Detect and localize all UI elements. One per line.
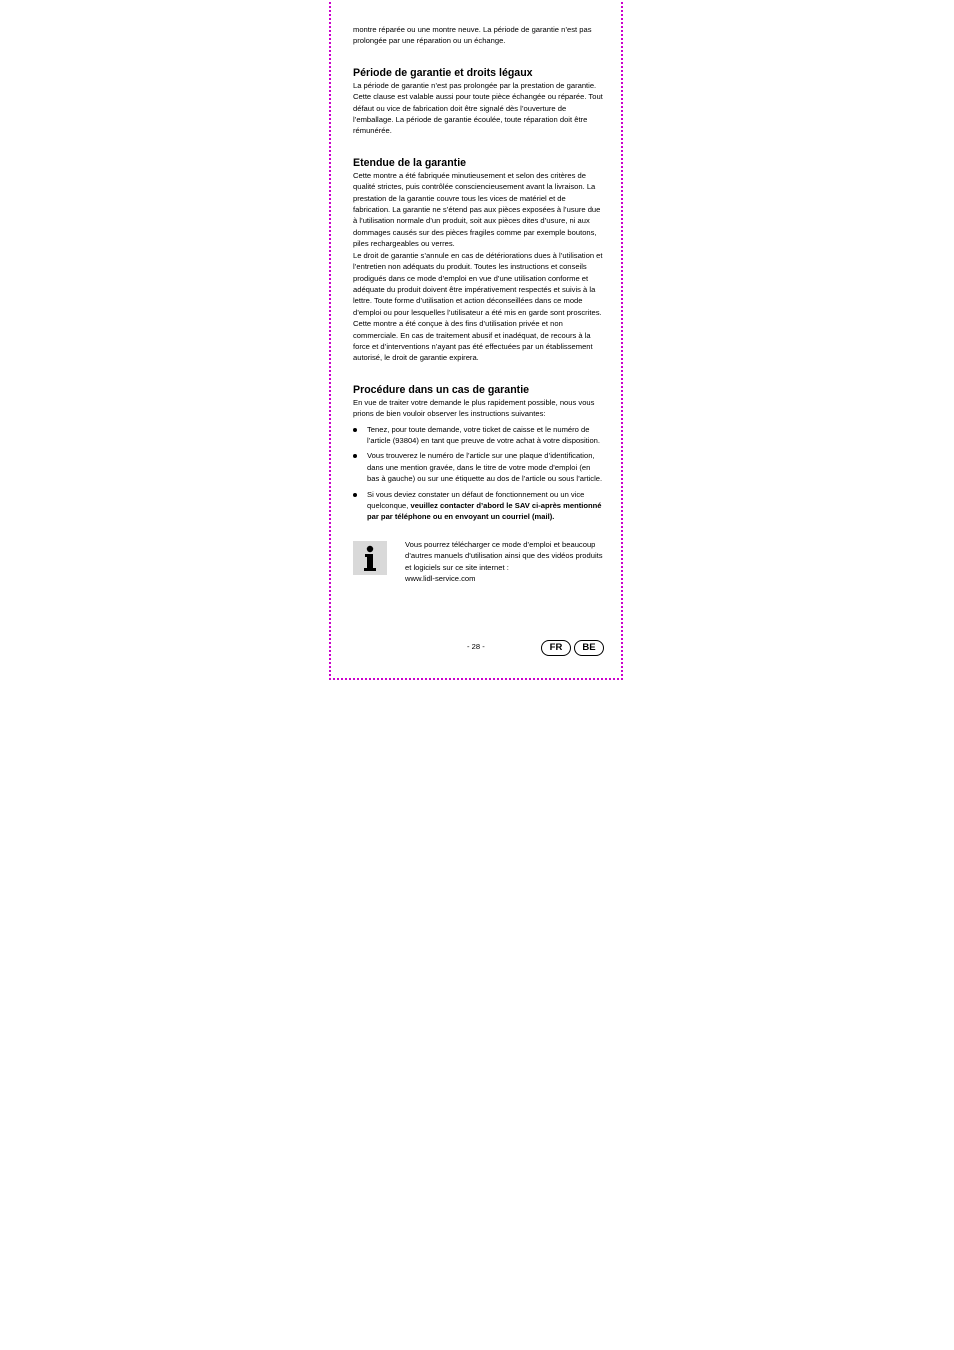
paragraph-warranty-procedure: En vue de traiter votre demande le plus rapidement possible, nous vous prions de bien vouloir observer les instructions suivantes:: [353, 397, 595, 419]
heading-warranty-procedure: Procédure dans un cas de garantie: [353, 383, 530, 396]
bullet-icon: [353, 493, 357, 497]
list-item-text: Si vous deviez constater un défaut de fonctionnement ou un vice quelconque,: [367, 489, 585, 510]
bullet-icon: [353, 428, 357, 432]
info-note: [353, 539, 603, 583]
list-item-bold-text: veuillez contacter d’abord le SAV ci-après mentionné par par téléphone ou en envoyant un courriel (mail).: [367, 501, 602, 522]
info-text: Vous pourrez télécharger ce mode d’emploi et beaucoup d’autres manuels d’utilisation ainsi que des vidéos produits et logiciels sur ce site internet :: [405, 539, 603, 572]
bullet-icon: [353, 454, 357, 458]
intro-paragraph: montre réparée ou une montre neuve. La période de garantie n’est pas prolongée par une réparation ou un échange.: [353, 25, 592, 46]
country-badges: [541, 640, 604, 656]
procedure-list: [353, 424, 603, 523]
list-item-text: Vous trouverez le numéro de l’article sur une plaque d’identification, dans une mention gravée, dans le titre de votre mode d’emploi (en bas à gauche) ou sur une étiquette au dos de l’article ou sous l’article.: [367, 451, 603, 484]
paragraph-warranty-scope-3: Cette montre a été conçue à des fins d’utilisation privée et non commerciale. En cas de traitement abusif et inadéquat, de recours à la force et d’interventions n’ayant pas été effectuées par un établissement autorisé, le droit de garantie expirera.: [353, 319, 593, 363]
info-url[interactable]: www.lidl-service.com: [405, 574, 476, 584]
paragraph-warranty-scope-2: Le droit de garantie s’annule en cas de détériorations dues à l’utilisation et l’entretien non adéquats du produit. Toutes les instructions et conseils prodigués dans ce mode d’emploi en vue d’une utilisation conforme et adéquate du produit doivent être impérativement respectés et suivis à la lettre. Toute forme d’utilisation et action déconseillées dans ce mode d’emploi ou pour lesquelles l’utilisateur a été mis en garde sont proscrites.: [353, 250, 603, 317]
list-item: [353, 489, 603, 523]
heading-warranty-scope: Etendue de la garantie: [353, 156, 467, 169]
info-text-block: [405, 539, 605, 585]
manual-page: [329, 0, 623, 680]
list-item: [353, 450, 603, 484]
country-badge-be: BE: [574, 640, 604, 656]
paragraph-warranty-period: La période de garantie n’est pas prolongée par la prestation de garantie. Cette clause est valable aussi pour toute pièce échangée ou réparée. Tout défaut ou vice de fabrication doit être signalé dès l’ouverture de l’emballage. La période de garantie écoulée, toute réparation doit être rémunérée.: [353, 80, 603, 136]
page-content: [353, 24, 603, 583]
list-item-text: Tenez, pour toute demande, votre ticket de caisse et le numéro de l’article (93804) en tant que preuve de votre achat à votre disposition.: [367, 424, 601, 445]
country-badge-fr: FR: [541, 640, 571, 656]
page-footer: [331, 642, 621, 662]
heading-warranty-period: Période de garantie et droits légaux: [353, 66, 533, 79]
info-icon: [353, 541, 387, 575]
page-number: - 28 -: [467, 642, 485, 651]
list-item: [353, 424, 603, 447]
paragraph-warranty-scope-1: Cette montre a été fabriquée minutieusement et selon des critères de qualité strictes, puis contrôlée consciencieusement avant la livraison. La prestation de la garantie couvre tous les vices de matériel et de fabrication. La garantie ne s’étend pas aux pièces exposées à l’usure due à l’utilisation normale d’un produit, soit aux pièces dites d’usure, ni aux dommages causés sur des pièces fragiles comme par exemple boutons, piles rechargeables ou verres.: [353, 170, 601, 249]
